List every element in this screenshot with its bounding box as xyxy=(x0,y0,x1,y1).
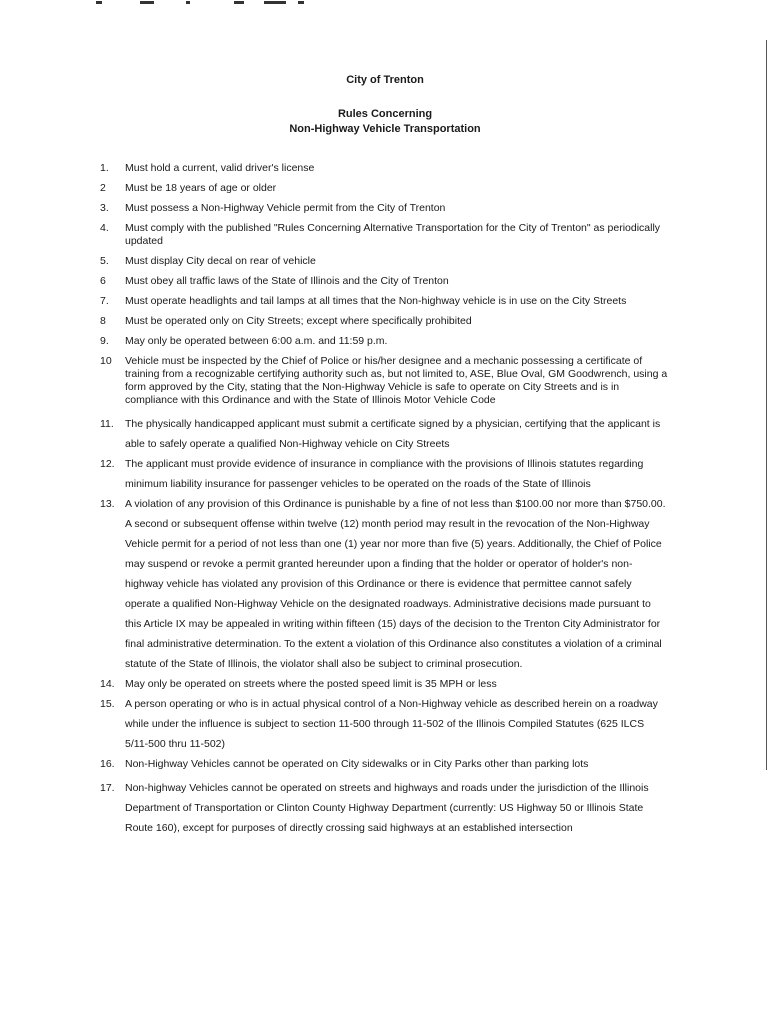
rule-item xyxy=(100,182,670,195)
rule-item xyxy=(100,295,670,308)
rule-text: Must be 18 years of age or older xyxy=(125,182,277,194)
rule-text: Non-Highway Vehicles cannot be operated on City sidewalks or in City Parks other than parking lots xyxy=(125,758,589,770)
rule-text: May only be operated between 6:00 a.m. and 11:59 p.m. xyxy=(125,335,388,347)
rule-item xyxy=(100,222,670,248)
rule-item xyxy=(100,202,670,215)
rule-number: 4. xyxy=(100,222,109,234)
rule-number: 1. xyxy=(100,162,109,174)
rule-number: 15. xyxy=(100,698,115,710)
scan-artifact-marks xyxy=(96,0,316,6)
rule-number: 2 xyxy=(100,182,106,194)
rule-number: 16. xyxy=(100,758,115,770)
rule-item xyxy=(100,674,670,694)
rule-text: The applicant must provide evidence of insurance in compliance with the provisions of Illinois statutes regarding minimum liability insurance for passenger vehicles to be operated on the roads of the State of Illinois xyxy=(125,458,644,490)
scan-edge-line xyxy=(766,40,767,770)
rule-number: 12. xyxy=(100,458,115,470)
rule-text: Must hold a current, valid driver's license xyxy=(125,162,315,174)
rule-item xyxy=(100,694,670,754)
rule-item xyxy=(100,355,670,407)
rule-item xyxy=(100,335,670,348)
rule-text: Must display City decal on rear of vehicle xyxy=(125,255,316,267)
rule-text: Vehicle must be inspected by the Chief of Police or his/her designee and a mechanic possessing a certificate of training from a recognizable certifying authority such as, but not limited to, ASE, Blue Oval, GM Goodwrench, using a form approved by the City, stating that the Non-Highway Vehicle is safe to operate on City Streets and is in compliance with this Ordinance and with the State of Illinois Motor Vehicle Code xyxy=(125,355,668,406)
rule-number: 17. xyxy=(100,782,115,794)
rule-text: Must operate headlights and tail lamps at all times that the Non-highway vehicle is in use on the City Streets xyxy=(125,295,627,307)
rule-text: Must obey all traffic laws of the State of Illinois and the City of Trenton xyxy=(125,275,449,287)
rule-text: Must possess a Non-Highway Vehicle permit from the City of Trenton xyxy=(125,202,446,214)
rule-text: Must be operated only on City Streets; except where specifically prohibited xyxy=(125,315,472,327)
rule-number: 6 xyxy=(100,275,106,287)
rule-item xyxy=(100,494,670,674)
rule-item xyxy=(100,315,670,328)
rules-list xyxy=(100,162,670,838)
rule-number: 3. xyxy=(100,202,109,214)
rule-number: 9. xyxy=(100,335,109,347)
rule-text: May only be operated on streets where the posted speed limit is 35 MPH or less xyxy=(125,678,497,690)
rule-item xyxy=(100,454,670,494)
rule-item xyxy=(100,275,670,288)
document-subtitle-line1: Rules Concerning xyxy=(337,108,433,120)
rule-text: A violation of any provision of this Ordinance is punishable by a fine of not less than $100.00 nor more than $750.00. A second or subsequent offense within twelve (12) month period may result in the revocation of the Non-Highway Vehicle permit for a period of not less than one (1) year nor more than five (5) years. Additionally, the Chief of Police may suspend or revoke a permit granted hereunder upon a finding that the holder or operator of holder's non-highway vehicle has violated any provision of this Ordinance or there is evidence that permittee cannot safely operate a qualified Non-Highway Vehicle on the designated roadways. Administrative decisions made pursuant to this Article IX may be appealed in writing within fifteen (15) days of the decision to the Trenton City Administrator for final administrative determination. To the extent a violation of this Ordinance also constitutes a violation of a criminal statute of the State of Illinois, the violator shall also be subject to criminal prosecution. xyxy=(125,498,666,670)
rule-number: 8 xyxy=(100,315,106,327)
rule-number: 13. xyxy=(100,498,115,510)
rule-text: Must comply with the published "Rules Concerning Alternative Transportation for the City of Trenton" as periodically updated xyxy=(125,222,661,247)
rule-number: 7. xyxy=(100,295,109,307)
rule-text: A person operating or who is in actual physical control of a Non-Highway vehicle as described herein on a roadway while under the influence is subject to section 11-500 through 11-502 of the Illinois Compiled Statutes (625 ILCS 5/11-500 thru 11-502) xyxy=(125,698,658,750)
rule-item xyxy=(100,255,670,268)
rule-number: 10 xyxy=(100,355,112,367)
rule-item xyxy=(100,758,670,771)
rule-text: The physically handicapped applicant must submit a certificate signed by a physician, certifying that the applicant is able to safely operate a qualified Non-Highway vehicle on City Streets xyxy=(125,418,661,450)
rule-number: 14. xyxy=(100,678,115,690)
rule-number: 5. xyxy=(100,255,109,267)
document-subtitle-line2: Non-Highway Vehicle Transportation xyxy=(289,123,481,135)
rule-item xyxy=(100,162,670,175)
rule-text: Non-highway Vehicles cannot be operated on streets and highways and roads under the jurisdiction of the Illinois Department of Transportation or Clinton County Highway Department (currently: US Highway 50 or Illinois State Route 160), except for purposes of directly crossing said highways at an established intersection xyxy=(125,782,649,834)
rule-item xyxy=(100,778,670,838)
rule-number: 11. xyxy=(100,418,114,430)
rule-item xyxy=(100,414,670,454)
document-title: City of Trenton xyxy=(346,74,424,86)
